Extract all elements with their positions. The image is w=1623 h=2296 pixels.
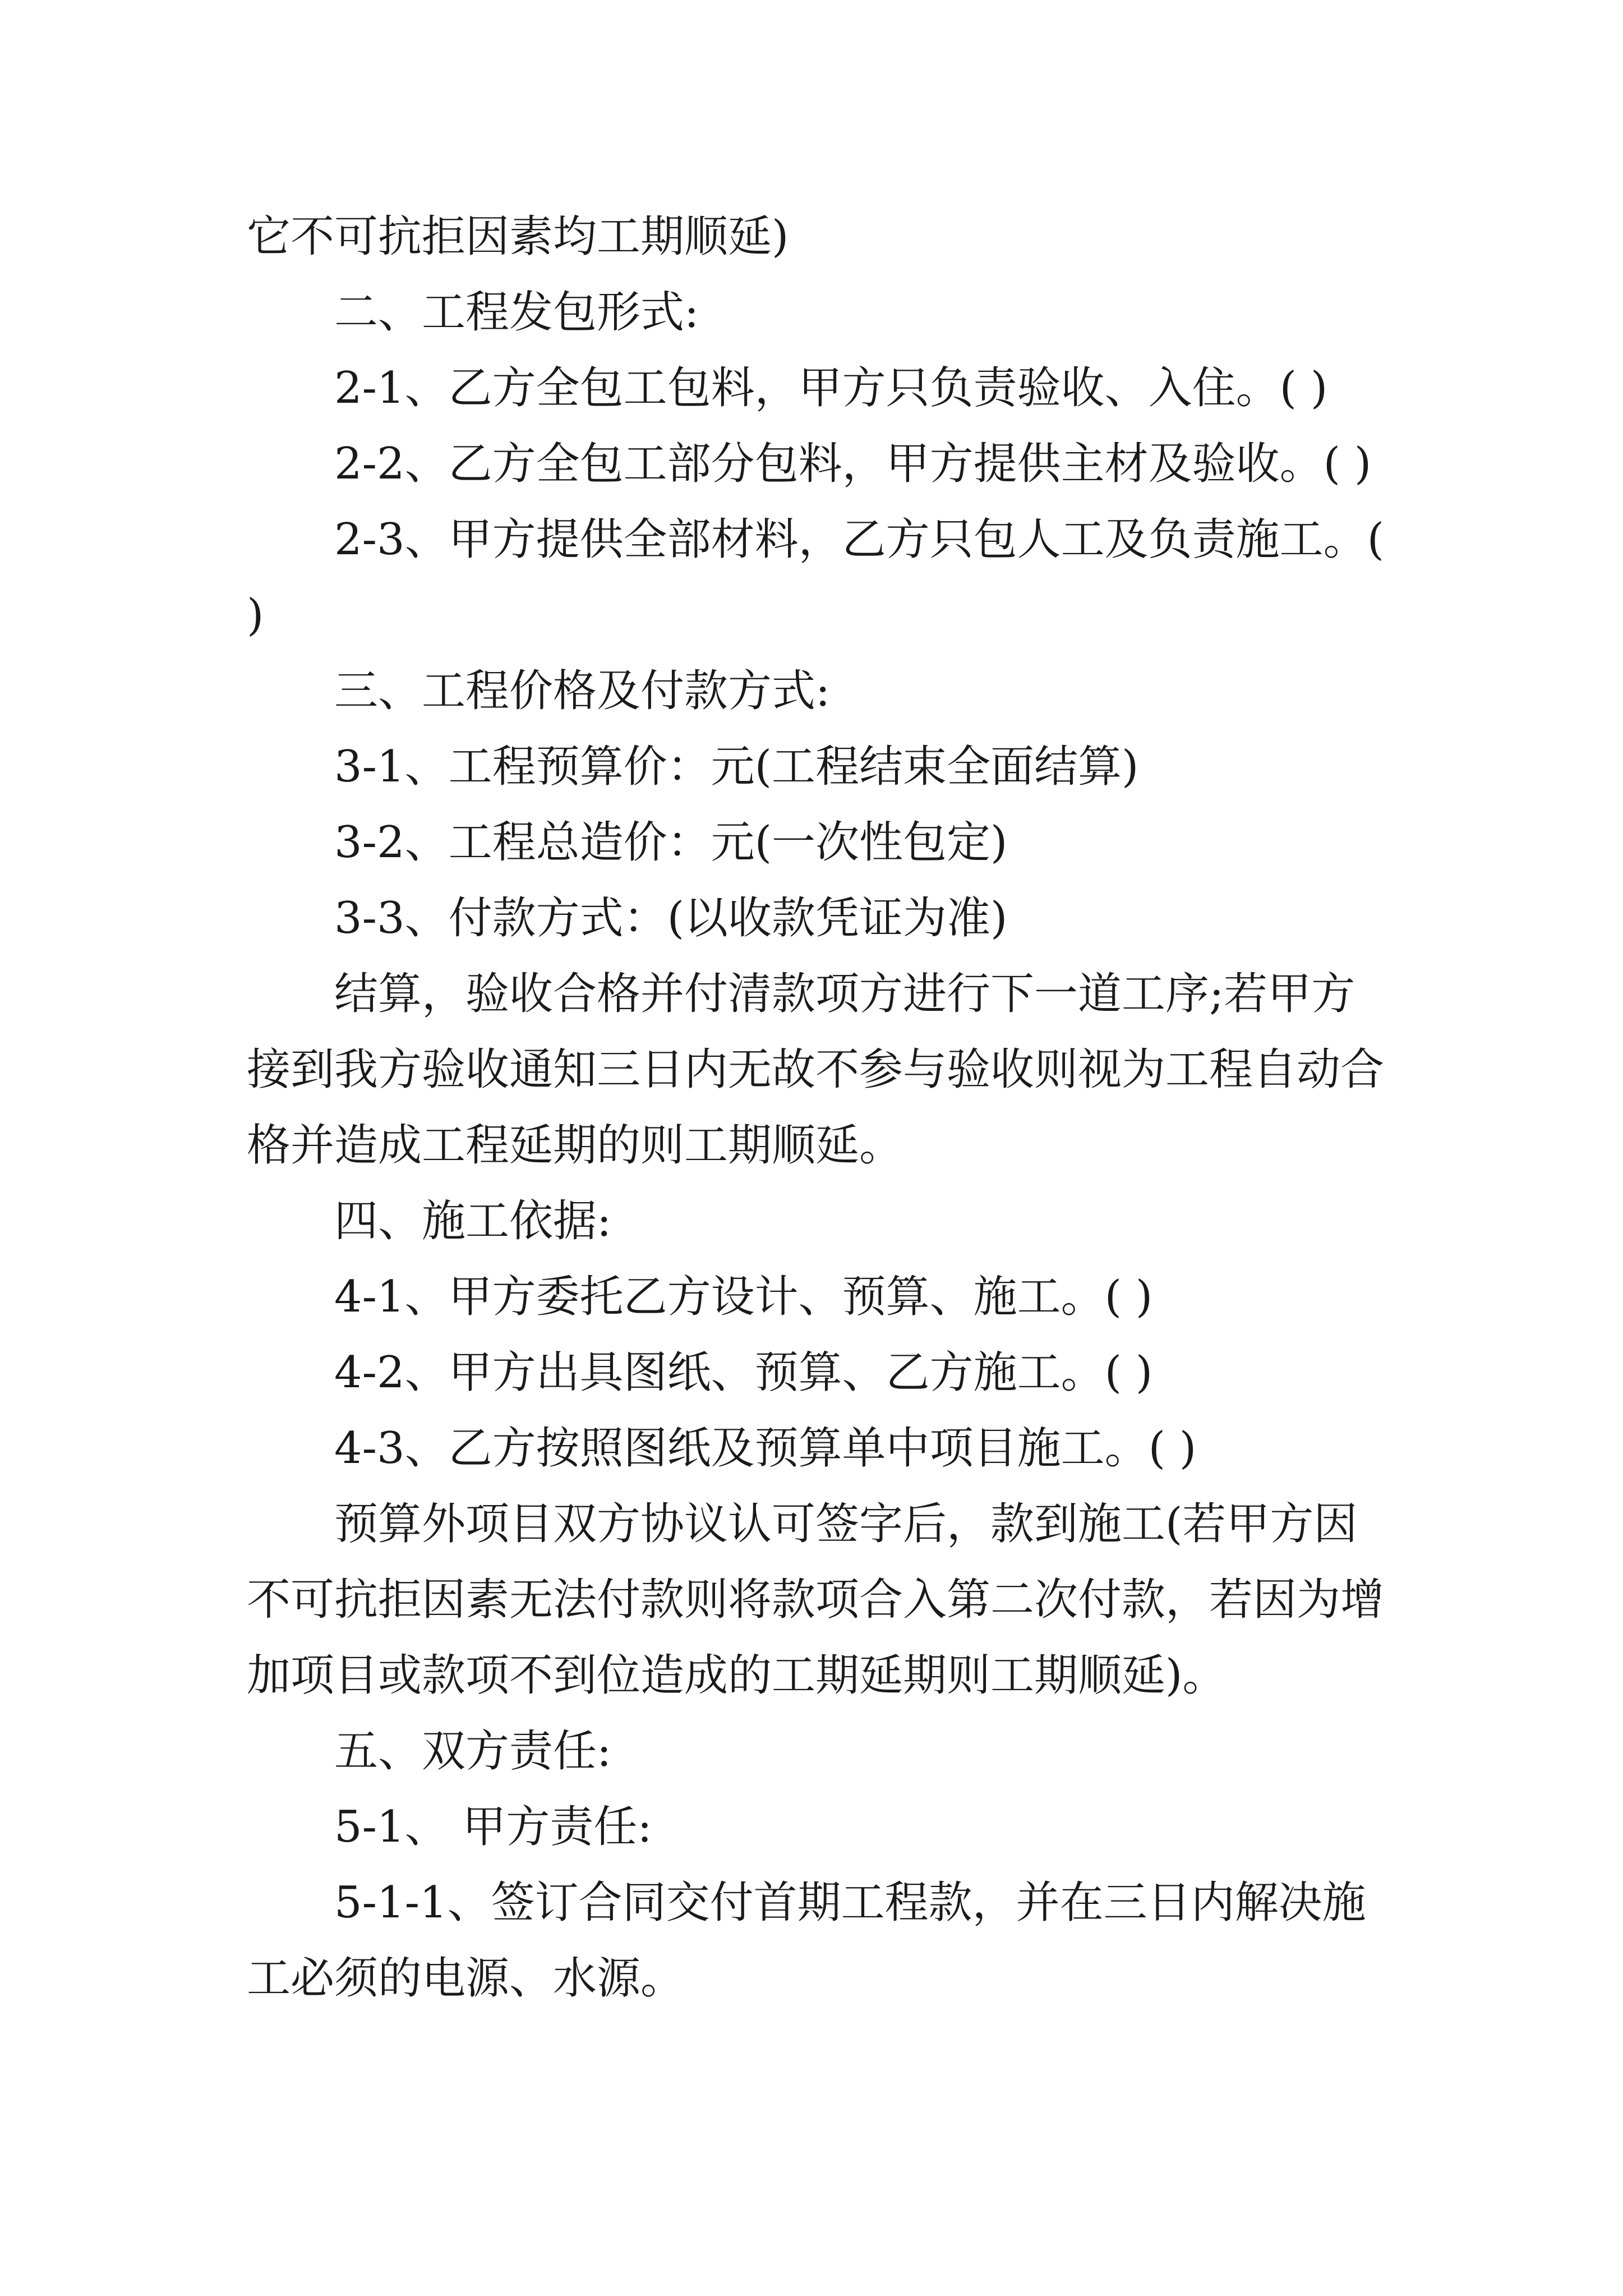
clause-4-2: 4-2、甲方出具图纸、预算、乙方施工。( ) bbox=[334, 1347, 1153, 1398]
extra-items-paragraph: 预算外项目双方协议认可签字后，款到施工(若甲方因不可抗拒因素无法付款则将款项合入第二次付款，若因为增加项目或款项不到位造成的工期延期则工期顺延)。 bbox=[247, 1499, 1385, 1701]
clause-5-1: 5-1、 甲方责任: bbox=[334, 1802, 652, 1852]
section-heading-2: 二、工程发包形式: bbox=[334, 287, 699, 338]
clause-4-3: 4-3、乙方按照图纸及预算单中项目施工。( ) bbox=[334, 1423, 1197, 1474]
clause-2-1: 2-1、乙方全包工包料，甲方只负责验收、入住。( ) bbox=[334, 363, 1328, 413]
section-heading-5: 五、双方责任: bbox=[334, 1726, 612, 1777]
section-heading-3: 三、工程价格及付款方式: bbox=[334, 666, 831, 716]
document-body bbox=[247, 199, 1391, 2017]
clause-2-2: 2-2、乙方全包工部分包料，甲方提供主材及验收。( ) bbox=[334, 439, 1372, 489]
clause-3-2: 3-2、工程总造价：元(一次性包定) bbox=[334, 817, 1008, 868]
clause-2-3: 2-3、甲方提供全部材料，乙方只包人工及负责施工。( ) bbox=[247, 514, 1385, 641]
paragraph-continuation: 它不可抗拒因素均工期顺延) bbox=[247, 211, 789, 262]
clause-3-1: 3-1、工程预算价：元(工程结束全面结算) bbox=[334, 742, 1139, 792]
clause-5-1-1: 5-1-1、签订合同交付首期工程款，并在三日内解决施工必须的电源、水源。 bbox=[247, 1878, 1366, 2004]
section-heading-4: 四、施工依据: bbox=[334, 1196, 612, 1246]
clause-4-1: 4-1、甲方委托乙方设计、预算、施工。( ) bbox=[334, 1272, 1153, 1322]
settlement-paragraph: 结算，验收合格并付清款项方进行下一道工序;若甲方接到我方验收通知三日内无故不参与验收则视为工程自动合格并造成工程延期的则工期顺延。 bbox=[247, 969, 1385, 1171]
clause-3-3: 3-3、付款方式：(以收款凭证为准) bbox=[334, 893, 1008, 944]
